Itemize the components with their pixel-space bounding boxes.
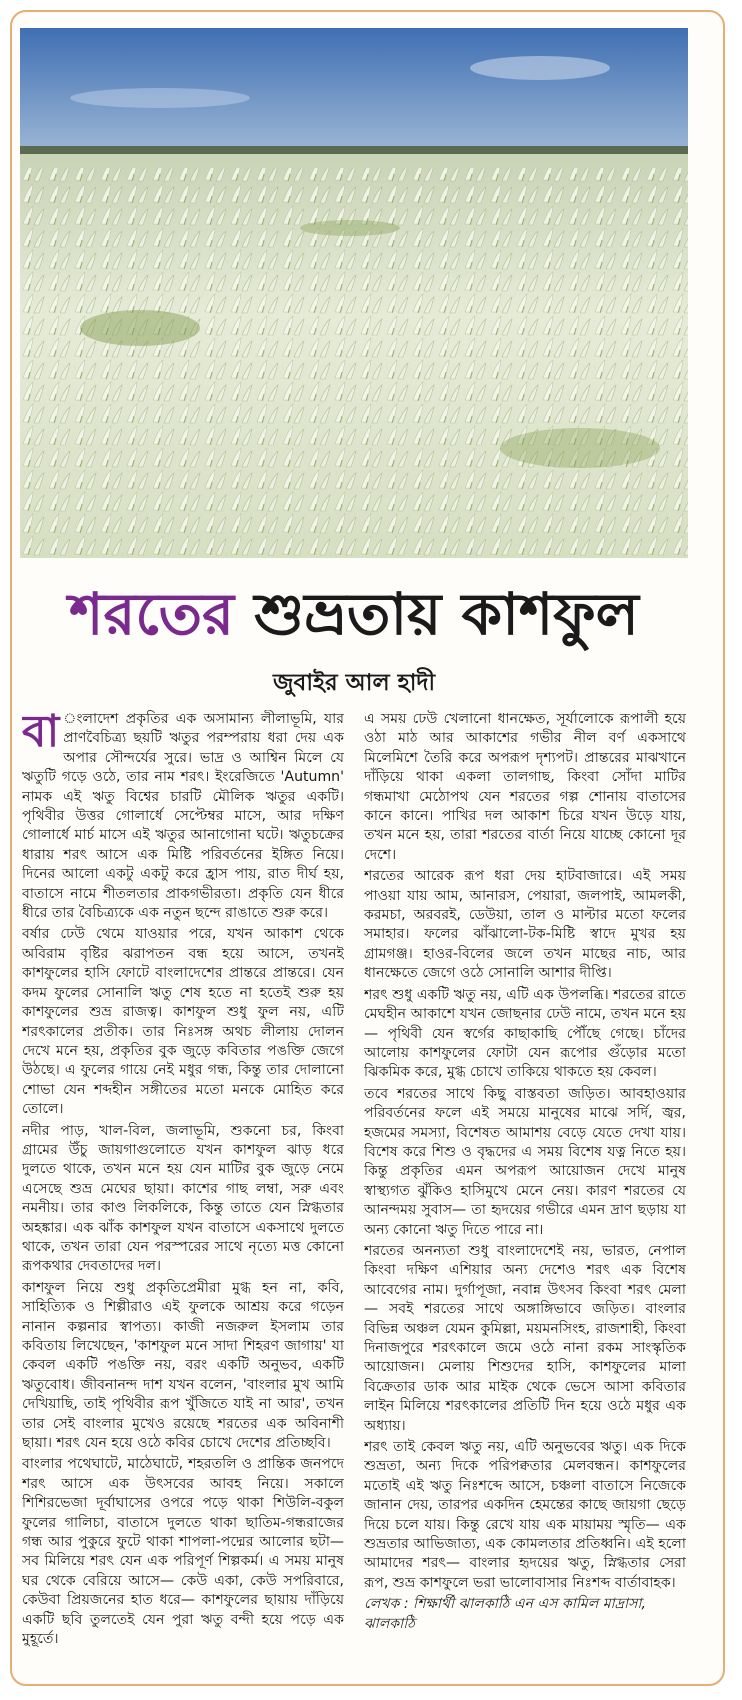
- headline-rest: শুভ্রতায় কাশফুল: [234, 580, 639, 648]
- kashful-field-photo: [20, 28, 688, 558]
- drop-cap: বা: [22, 710, 60, 757]
- paragraph: এ সময় ঢেউ খেলানো ধানক্ষেত, সূর্যালোকে রূপালী হয়ে ওঠা মাঠ আর আকাশের গভীর নীল বর্ণ একসাথে মিলেমিশে তৈরি করে অপরূপ দৃশ্যপট। প্রান্তরের মাঝখানে দাঁড়িয়ে থাকা একলা তালগাছ, কিংবা সোঁদা মাটির গন্ধমাখা মেঠোপথ যেন শরতের গল্প শোনায় বাতাসের কানে কানে। পাখির দল আকাশ চিরে যখন উড়ে যায়, তখন মনে হয়, তারা শরতের বার্তা নিয়ে যাচ্ছে কোনো দূর দেশে।: [364, 711, 686, 863]
- article-column-right: [364, 710, 686, 1674]
- paragraph: শরতের অনন্যতা শুধু বাংলাদেশেই নয়, ভারত, নেপাল কিংবা দক্ষিণ এশিয়ার অন্য দেশেও শরৎ এক বিশেষ আবেগের নাম। দুর্গাপূজা, নবান্ন উৎসব কিংবা শরৎ মেলা— সবই শরতের সাথে অঙ্গাঙ্গিভাবে জড়িত। বাংলার বিভিন্ন অঞ্চল যেমন কুমিল্লা, ময়মনসিংহ, রাজশাহী, কিংবা দিনাজপুরে শরৎকালে জমে ওঠে নানা রকম সাংস্কৃতিক আয়োজন। মেলায় শিশুদের হাসি, কাশফুলের মালা বিক্রেতার ডাক আর মাইক থেকে ভেসে আসা কবিতার লাইন মিলিয়ে শরৎকালের প্রতিটি দিন হয়ে ওঠে মধুর এক অধ্যায়।: [364, 1242, 686, 1434]
- paragraph: বাংলার পথেঘাটে, মাঠেঘাটে, শহরতলি ও প্রান্তিক জনপদে শরৎ আসে এক উৎসবের আবহ নিয়ে। সকালে শিশিরভেজা দূর্বাঘাসের ওপরে পড়ে থাকা শিউলি-বকুল ফুলের গালিচা, বাতাসে দুলতে থাকা ছাতিম-গন্ধরাজের গন্ধ আর পুকুরে ফুটে থাকা শাপলা-পদ্মের আলোর ছটা— সব মিলিয়ে শরৎ যেন এক পরিপূর্ণ শিল্পকর্ম। এ সময় মানুষ ঘর থেকে বেরিয়ে আসে— কেউ একা, কেউ সপরিবারে, কেউবা প্রিয়জনের হাত ধরে— কাশফুলের ছায়ায় দাঁড়িয়ে একটি ছবি তুলতেই যেন পুরা ঋতু বন্দী হয়ে পড়ে এক মুহূর্তে।: [22, 1456, 344, 1648]
- paragraph: কাশফুল নিয়ে শুধু প্রকৃতিপ্রেমীরা মুগ্ধ হন না, কবি, সাহিত্যিক ও শিল্পীরাও এই ফুলকে আশ্রয় করে গড়েন নানান কল্পনার স্বাপত্য। কাজী নজরুল ইসলাম তার কবিতায় লিখেছেন, 'কাশফুল মনে সাদা শিহরণ জাগায়' যা কেবল একটি পঙক্তি নয়, বরং একটি অনুভব, একটি ঋতুবোধ। জীবনানন্দ দাশ যখন বলেন, 'বাংলার মুখ আমি দেখিয়াছি, তাই পৃথিবীর রূপ খুঁজিতে যাই না আর', তখন তার সেই বাংলার মুখেও রয়েছে শরতের এক অবিনাশী ছায়া। শরৎ যেন হয়ে ওঠে কবির চোখে দেশের প্রতিচ্ছবি।: [22, 1279, 344, 1452]
- paragraph: শরতের আরেক রূপ ধরা দেয় হাটবাজারে। এই সময় পাওয়া যায় আম, আনারস, পেয়ারা, জলপাই, আমলকী, করমচা, অরবরই, ডেউয়া, তাল ও মাল্টার মতো ফলের সমাহার। ফলের ঝাঁঝালো-টক-মিষ্টি স্বাদে মুখর হয় গ্রামগঞ্জ। হাওর-বিলের জলে তখন মাছের নাচ, আর ধানক্ষেতে জেগে ওঠে সোনালি আশার দীপ্তি।: [364, 868, 686, 982]
- article-column-left: [22, 710, 344, 1674]
- kashful-field-illustration: [20, 28, 688, 558]
- author-note: লেখক : শিক্ষার্থী ঝালকাঠি এন এস কামিল মাদ্রাসা, ঝালকাঠি: [364, 1596, 646, 1632]
- paragraph: শরৎ তাই কেবল ঋতু নয়, এটি অনুভবের ঋতু। এক দিকে শুভ্রতা, অন্য দিকে পরিপক্বতার মেলবন্ধন। কাশফুলের মতোই এই ঋতু নিঃশব্দে আসে, চঞ্চলা বাতাসে নিজেকে জানান দেয়, তারপর একদিন হেমন্তের কাছে জায়গা ছেড়ে দিয়ে চলে যায়। কিন্তু রেখে যায় এক মায়াময় স্মৃতি— এক শুভ্রতার আভিজাত্য, এক কোমলতার প্রতিধ্বনি। এই হলো আমাদের শরৎ— বাংলার হৃদয়ের ঋতু, স্নিগ্ধতার সেরা রূপ, শুভ্র কাশফুলে ভরা ভালোবাসার নিঃশব্দ বার্তাবাহক।: [364, 1439, 686, 1591]
- paragraph: তবে শরতের সাথে কিছু বাস্তবতা জড়িত। আবহাওয়ার পরিবর্তনের ফলে এই সময়ে মানুষের মাঝে সর্দি, জ্বর, হজমের সমস্যা, বিশেষত আমাশয় বেড়ে যেতে দেখা যায়। বিশেষ করে শিশু ও বৃদ্ধদের এ সময় বিশেষ যত্ন নিতে হয়। কিন্তু প্রকৃতির এমন অপরূপ আয়োজন দেখে মানুষ স্বাস্থ্যগত ঝুঁকিও হাসিমুখে মেনে নেয়। কারণ শরতের যে আনন্দময় সুবাস— তা হৃদয়ের গভীরে এমন দ্রাণ ছড়ায় যা অন্য কোনো ঋতু দিতে পারে না।: [364, 1085, 686, 1238]
- paragraph: নদীর পাড়, খাল-বিল, জলাভূমি, শুকনো চর, কিংবা গ্রামের উঁচু জায়গাগুলোতে যখন কাশফুল ঝাড় ধরে দুলতে থাকে, তখন মনে হয় যেন মাটির বুক জুড়ে নেমে এসেছে শুভ্র মেঘের ছায়া। কাশের গাছ লম্বা, সরু এবং নমনীয়। তার কাণ্ড লিকলিকে, কিন্তু তাতে যেন স্নিগ্ধতার অহঙ্কার। এক ঝাঁক কাশফুল যখন বাতাসে একসাথে দুলতে থাকে, তখন তারা যেন পরস্পরের সাথে নৃত্যে মত্ত কোনো রূপকথার দেবতাদের দল।: [22, 1122, 344, 1275]
- article-headline: [20, 582, 688, 646]
- article-byline: জুবাইর আল হাদী: [272, 670, 436, 696]
- paragraph: শরৎ শুধু একটি ঋতু নয়, এটি এক উপলব্ধি। শরতের রাতে মেঘহীন আকাশে যখন জোছনার ঢেউ নামে, তখন মনে হয়— পৃথিবী যেন স্বর্গের কাছাকাছি পৌঁছে গেছে। চাঁদের আলোয় কাশফুলের ফোটা যেন রূপোর গুঁড়োর মতো ঝিকমিক করে, মুগ্ধ চোখে তাকিয়ে থাকতে হয় কেবল।: [364, 986, 686, 1081]
- paragraph: বা ংলাদেশ প্রকৃতির এক অসামান্য লীলাভূমি, যার প্রাণবৈচিত্র্য ছয়টি ঋতুর পরম্পরায় ধরা দেয় এক অপার সৌন্দর্যের সুরে। ভাদ্র ও আশ্বিন মিলে যে ঋতুটি গড়ে ওঠে, তার নাম শরৎ। ইংরেজিতে 'Autumn' নামক এই ঋতু বিশ্বের চারটি মৌলিক ঋতুর একটি। পৃথিবীর উত্তর গোলার্ধে সেপ্টেম্বর মাসে, আর দক্ষিণ গোলার্ধে মার্চ মাসে এই ঋতুর আনাগোনা ঘটে। ঋতুচক্রের ধারায় শরৎ আসে এক মিষ্টি পরিবর্তনের ইঙ্গিত নিয়ে। দিনের আলো একটু একটু করে হ্রাস পায়, রাত দীর্ঘ হয়, বাতাসে নামে শীতলতার প্রাকগভীরতা। প্রকৃতি যেন ধীরে ধীরে তার বৈচিত্র্যকে এক নতুন ছন্দে রাঙাতে শুরু করে।: [22, 710, 344, 922]
- headline-word-highlight: শরতের: [69, 580, 235, 648]
- paragraph: বর্ষার ঢেউ থেমে যাওয়ার পরে, যখন আকাশ থেকে অবিরাম বৃষ্টির ঝরাপতন বন্ধ হয়ে আসে, তখনই কাশফুলের হাসি ফোটে বাংলাদেশের প্রান্তরে প্রান্তরে। যেন কদম ফুলের সোনালি ঋতু শেষ হতে না হতেই শুরু হয় কাশফুলের শুভ্র রাজত্ব। কাশফুল শুধু ফুল নয়, এটি শরৎকালের প্রতীক। তার নিঃসঙ্গ অথচ লীলায় দোলন দেখে মনে হয়, প্রকৃতির বুক জুড়ে কবিতার পঙক্তি জেগে উঠছে। এ ফুলের গায়ে নেই মধুর গন্ধ, কিন্তু তার দোলানো শোভা যেন শব্দহীন সঙ্গীতের মতো মনকে মোহিত করে তোলে।: [22, 926, 344, 1118]
